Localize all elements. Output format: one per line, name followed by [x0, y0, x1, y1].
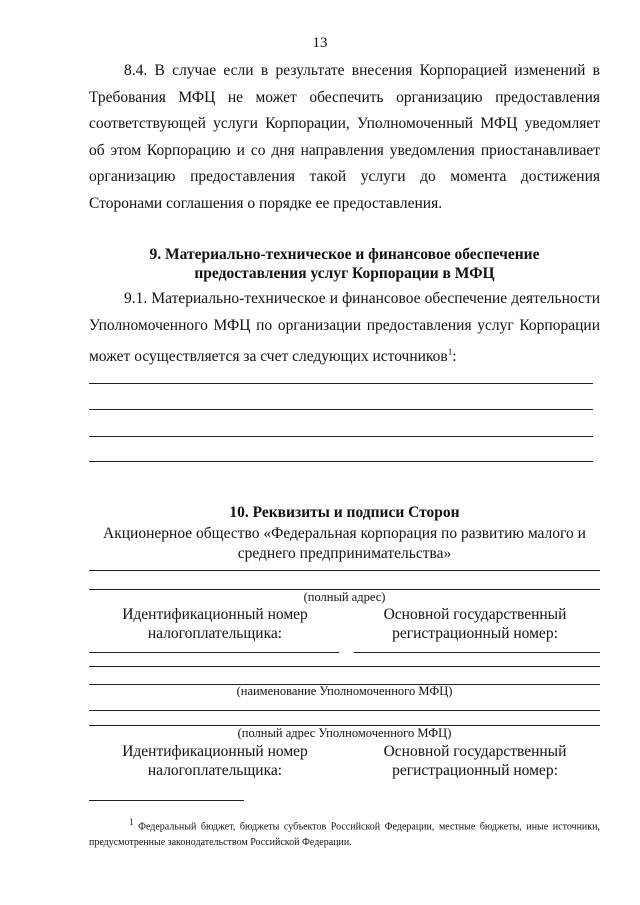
fill-line-4 [89, 461, 593, 462]
mfc-name-label: (наименование Уполномоченного МФЦ) [236, 684, 453, 698]
fill-line-1 [89, 383, 593, 384]
corp-inn-line2: налогоплательщика: [147, 625, 283, 642]
corp-ogrn-label [360, 605, 590, 643]
mfc-ogrn-line1: Основной государственный [383, 743, 567, 760]
corporation-name-line1: Акционерное общество «Федеральная корпорация по развитию малого и [103, 525, 586, 542]
full-address-label: (полный адрес) [303, 590, 386, 604]
footnote-text: Федеральный бюджет, бюджеты субъектов Российской Федерации, местные бюджеты, иные источники, предусмотренные законодательством Российской Федерации. [89, 821, 600, 849]
corporation-name [89, 524, 600, 564]
mfc-address-label: (полный адрес Уполномоченного МФЦ) [237, 726, 452, 740]
corp-ogrn-line2: регистрационный номер: [392, 625, 558, 642]
footnote [89, 814, 600, 851]
footnote-separator [89, 800, 244, 801]
corp-ogrn-line [354, 652, 600, 653]
fill-line-2 [89, 409, 593, 410]
paragraph-9-1-text: 9.1. Материально-техническое и финансовое обеспечение деятельности Уполномоченного МФЦ по организации предоставления услуг Корпорации может осуществляется за счет следующих источников [89, 290, 600, 366]
paragraph-9-1 [89, 286, 600, 371]
corp-inn-label [100, 605, 330, 643]
corp-ogrn-line1: Основной государственный [383, 606, 567, 623]
mfc-ogrn-line2: регистрационный номер: [392, 762, 558, 779]
mfc-ogrn-label [360, 742, 590, 780]
section-9-heading-line1: 9. Материально-техническое и финансовое обеспечение [149, 246, 540, 263]
footnote-ref: 1 [447, 347, 453, 357]
footnote-number: 1 [129, 817, 134, 827]
corp-inn-line1: Идентификационный номер [122, 606, 308, 623]
corp-inn-line [89, 652, 339, 653]
mfc-inn-line1: Идентификационный номер [122, 743, 308, 760]
section-9-heading-line2: предоставления услуг Корпорации в МФЦ [194, 265, 495, 282]
section-10-heading: 10. Реквизиты и подписи Сторон [229, 504, 460, 521]
section-9-heading [89, 245, 600, 283]
paragraph-9-1-end: : [452, 348, 457, 366]
corporation-name-line2: среднего предпринимательства» [237, 545, 452, 562]
mfc-address-line-1 [89, 710, 600, 711]
fill-line-3 [89, 436, 593, 437]
mfc-inn-line2: налогоплательщика: [147, 762, 283, 779]
mfc-inn-label [100, 742, 330, 780]
page-number: 13 [312, 35, 328, 51]
mfc-name-line-1 [89, 666, 600, 667]
corp-address-line-1 [89, 570, 600, 571]
paragraph-8-4: 8.4. В случае если в результате внесения Корпорацией изменений в Требования МФЦ не может обеспечить организацию предоставления соответствующей услуги Корпорации, Уполномоченный МФЦ уведомляет об этом Корпорацию и со дня направления уведомления приостанавливает организацию предоставления такой услуги до момента достижения Сторонами соглашения о порядке ее предоставления. [89, 62, 600, 212]
